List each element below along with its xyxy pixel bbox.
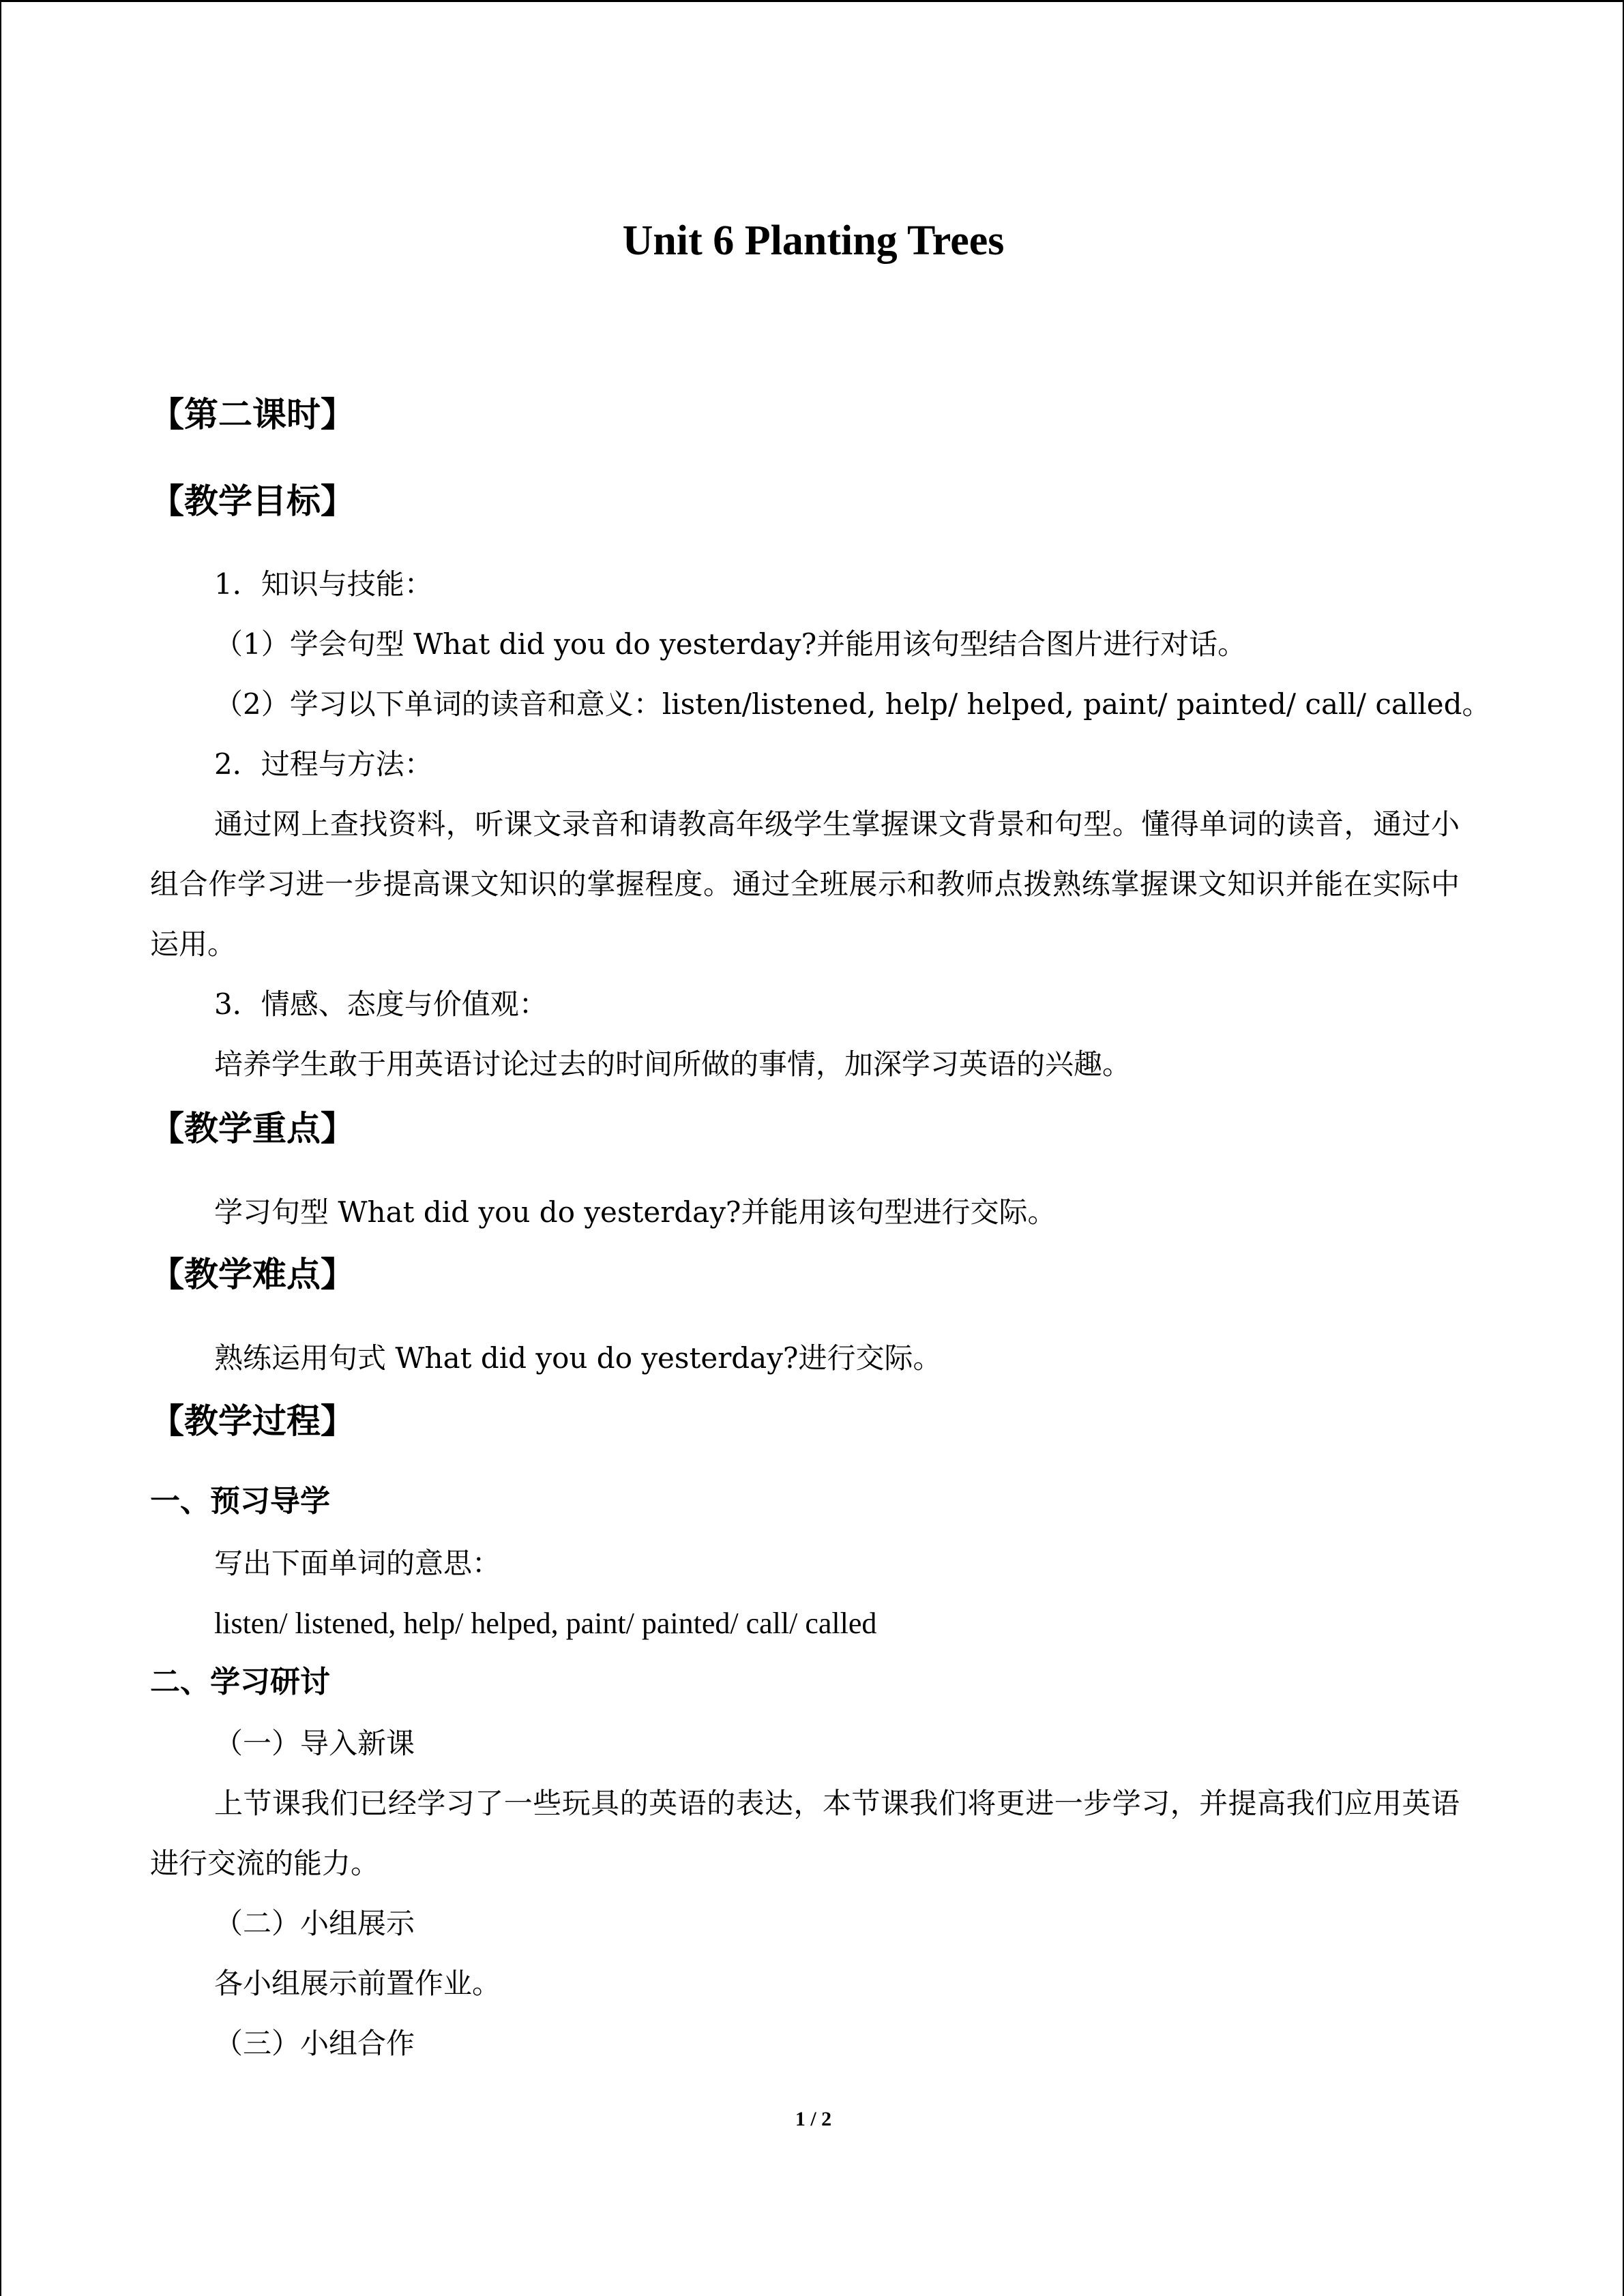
- objective-2-text: 通过网上查找资料，听课文录音和请教高年级学生掌握课文背景和句型。懂得单词的读音，通过小组合作学习进一步提高课文知识的掌握程度。通过全班展示和教师点拨熟练掌握课文知识并能在实际中运用。: [150, 807, 1460, 961]
- section-2-heading: 二、学习研讨: [150, 1665, 330, 1699]
- objective-2-heading: 2．过程与方法：: [214, 747, 433, 781]
- section-1-instruction: 写出下面单词的意思：: [214, 1547, 501, 1580]
- lesson-tag: 【第二课时】: [150, 395, 355, 434]
- process-heading: 【教学过程】: [150, 1401, 355, 1441]
- section-1-words: listen/ listened, help/ helped, paint/ painted/ call/ called: [214, 1607, 877, 1640]
- step-3-heading: （三）小组合作: [214, 2027, 415, 2060]
- key-points-heading: 【教学重点】: [150, 1109, 355, 1148]
- objective-3-text: 培养学生敢于用英语讨论过去的时间所做的事情，加深学习英语的兴趣。: [214, 1047, 1132, 1081]
- step-2-text: 各小组展示前置作业。: [214, 1967, 501, 2000]
- step-1-heading: （一）导入新课: [214, 1727, 415, 1760]
- objectives-heading: 【教学目标】: [150, 481, 355, 521]
- document-title: Unit 6 Planting Trees: [622, 218, 1005, 264]
- objective-1-item-2: （2）学习以下单词的读音和意义：listen/listened, help/ helped, paint/ painted/ call/ called。: [214, 687, 1491, 721]
- objective-1-heading: 1．知识与技能：: [214, 567, 433, 601]
- key-points-text: 学习句型 What did you do yesterday?并能用该句型进行交际。: [214, 1195, 1057, 1229]
- objective-1-item-1: （1）学会句型 What did you do yesterday?并能用该句型结合图片进行对话。: [214, 627, 1247, 661]
- section-1-heading: 一、预习导学: [150, 1484, 330, 1519]
- step-2-heading: （二）小组展示: [214, 1907, 415, 1940]
- objective-3-heading: 3．情感、态度与价值观：: [214, 987, 548, 1021]
- difficulty-text: 熟练运用句式 What did you do yesterday?进行交际。: [214, 1341, 942, 1375]
- difficulty-heading: 【教学难点】: [150, 1255, 355, 1294]
- step-1-text: 上节课我们已经学习了一些玩具的英语的表达，本节课我们将更进一步学习，并提高我们应用英语进行交流的能力。: [150, 1787, 1460, 1880]
- page-number: 1 / 2: [795, 2108, 832, 2130]
